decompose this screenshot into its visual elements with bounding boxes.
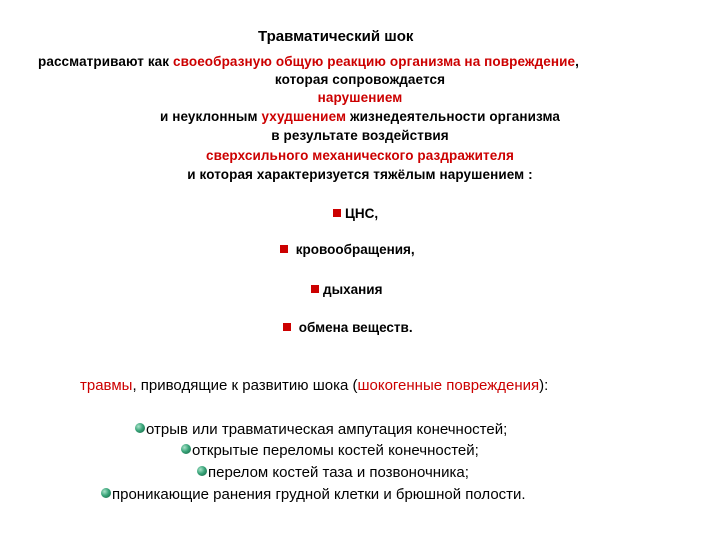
definition-line-1 — [38, 52, 579, 72]
definition-line-4-pre: и неуклонным — [159, 109, 262, 124]
green-sphere-icon — [197, 466, 207, 476]
red-square-icon — [333, 209, 341, 217]
definition-line-4 — [0, 107, 720, 127]
injury-item-label: открытые переломы костей конечностей; — [192, 442, 479, 459]
injuries-term-shockogenic: шокогенные повреждения — [357, 377, 540, 394]
definition-line-5: в результате воздействия — [271, 128, 449, 143]
green-sphere-icon — [101, 488, 111, 498]
injuries-middle: , приводящие к развитию шока ( — [132, 377, 358, 394]
definition-line-3: нарушением — [317, 90, 403, 105]
definition-line-7: и которая характеризуется тяжёлым нарушением : — [187, 167, 533, 182]
injuries-heading — [80, 377, 548, 394]
red-square-icon — [280, 245, 288, 253]
injury-item-label: отрыв или травматическая ампутация конечностей; — [146, 421, 508, 438]
definition-line-4-post: жизнедеятельности организма — [346, 109, 560, 124]
injury-item-label: перелом костей таза и позвоночника; — [208, 464, 469, 481]
definition-line-1-pre: рассматривают как — [38, 54, 174, 69]
injury-item — [181, 442, 479, 459]
definition-line-1-post: , — [575, 54, 579, 69]
injury-item-label: проникающие ранения грудной клетки и брюшной полости. — [112, 486, 526, 503]
injuries-end: ): — [539, 377, 549, 394]
system-item-label: ЦНС, — [345, 206, 379, 221]
red-square-icon — [283, 323, 291, 331]
definition-line-6: сверхсильного механического раздражителя — [205, 148, 515, 163]
slide-title: Травматический шок — [258, 28, 414, 45]
system-item-circulation — [280, 242, 415, 257]
system-item-cns — [333, 206, 378, 221]
system-item-metabolism — [283, 320, 413, 335]
green-sphere-icon — [181, 444, 191, 454]
system-item-respiration — [311, 282, 382, 297]
injuries-term: травмы — [80, 377, 133, 394]
system-item-label: обмена веществ. — [295, 320, 413, 335]
system-item-label: дыхания — [323, 282, 383, 297]
injury-item — [101, 486, 526, 503]
definition-line-2: которая сопровождается — [274, 72, 446, 87]
green-sphere-icon — [135, 423, 145, 433]
injury-item — [135, 421, 507, 438]
injury-item — [197, 464, 469, 481]
definition-line-4-highlight: ухудшением — [261, 109, 347, 124]
red-square-icon — [311, 285, 319, 293]
definition-line-1-highlight: своеобразную общую реакцию организма на повреждение — [173, 54, 576, 69]
system-item-label: кровообращения, — [292, 242, 415, 257]
